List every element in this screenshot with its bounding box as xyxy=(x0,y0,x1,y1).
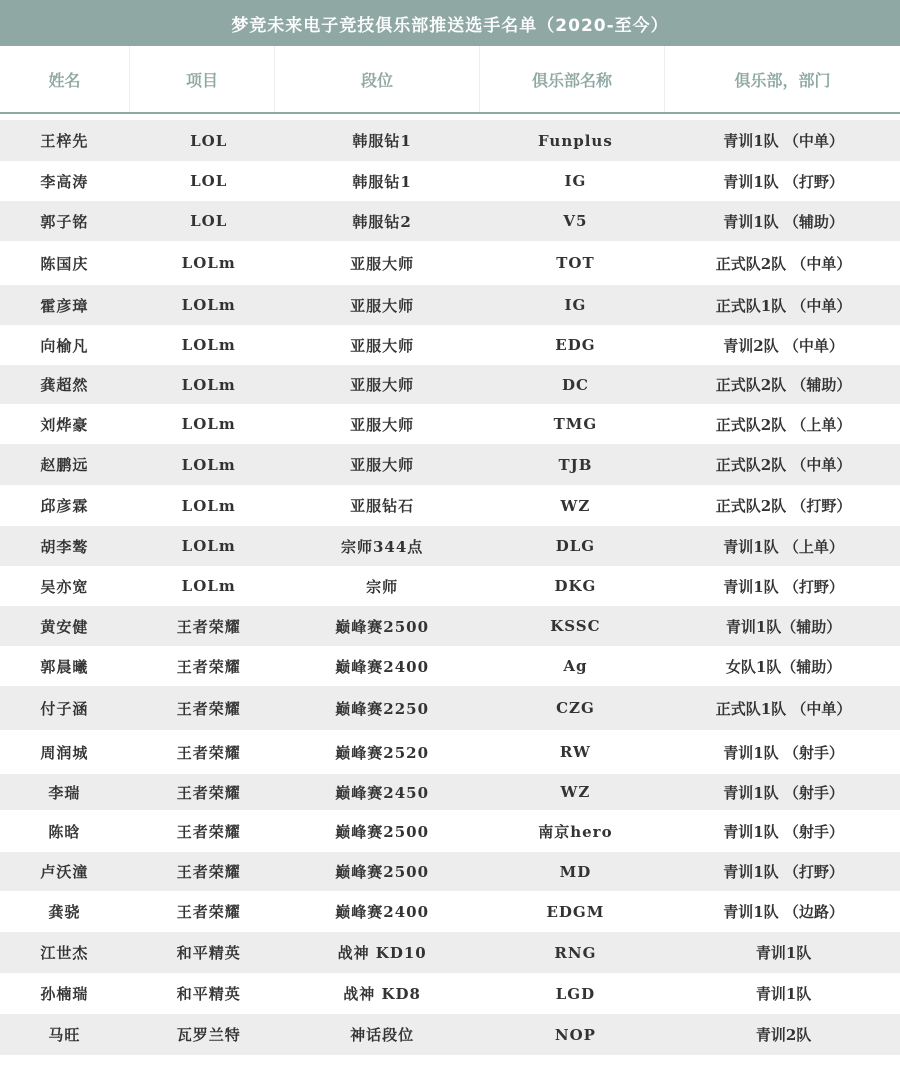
cell-club: IG xyxy=(564,296,587,314)
table-row xyxy=(0,1014,900,1055)
cell-game: 王者荣耀 xyxy=(176,699,241,718)
cell-game: LOL xyxy=(190,131,228,150)
cell-game: 王者荣耀 xyxy=(176,863,241,881)
cell-club: TMG xyxy=(553,415,598,433)
table-header xyxy=(0,46,900,114)
cell-club: RNG xyxy=(554,943,597,962)
cell-club: LGD xyxy=(555,984,596,1003)
header-rank: 段位 xyxy=(275,46,480,112)
cell-club: DKG xyxy=(554,577,597,595)
cell-dept: 青训1队 （射手） xyxy=(723,743,844,762)
cell-rank: 巅峰赛2500 xyxy=(335,617,430,636)
cell-name: 江世杰 xyxy=(40,944,89,962)
table-row xyxy=(0,325,900,365)
cell-name: 马旺 xyxy=(48,1026,81,1044)
table-row xyxy=(0,891,900,932)
cell-name: 赵鹏远 xyxy=(40,456,89,474)
cell-dept: 青训1队 （中单） xyxy=(723,132,844,150)
table-body xyxy=(0,120,900,1065)
cell-dept: 青训1队 （打野） xyxy=(723,577,844,596)
header-dept: 俱乐部，部门 xyxy=(734,70,831,90)
cell-club: V5 xyxy=(563,212,588,230)
cell-game: LOLm xyxy=(181,496,236,515)
cell-dept: 正式队2队 （中单） xyxy=(715,254,852,273)
table-row xyxy=(0,973,900,1014)
cell-dept: 青训1队 （上单） xyxy=(723,537,844,556)
cell-name: 龚超然 xyxy=(40,376,89,394)
cell-name: 郭晨曦 xyxy=(40,657,89,676)
cell-rank: 亚服大师 xyxy=(350,254,415,273)
cell-dept: 青训1队 （打野） xyxy=(723,172,844,191)
cell-game: 和平精英 xyxy=(176,944,241,962)
cell-rank: 巅峰赛2250 xyxy=(335,699,430,718)
cell-name: 龚骁 xyxy=(48,903,81,921)
table-row xyxy=(0,444,900,485)
cell-rank: 亚服大师 xyxy=(350,296,415,315)
table-row xyxy=(0,161,900,201)
cell-club: WZ xyxy=(560,496,591,515)
cell-game: 王者荣耀 xyxy=(176,617,241,636)
cell-game: LOL xyxy=(190,212,228,230)
cell-rank: 宗师344点 xyxy=(340,537,424,556)
cell-game: LOLm xyxy=(181,296,236,314)
cell-game: 王者荣耀 xyxy=(176,657,241,676)
table-row xyxy=(0,566,900,606)
cell-game: 和平精英 xyxy=(176,985,241,1003)
cell-rank: 亚服大师 xyxy=(350,456,415,474)
header-name: 姓名 xyxy=(0,46,130,112)
cell-rank: 巅峰赛2400 xyxy=(335,903,430,921)
cell-game: LOLm xyxy=(181,375,236,394)
cell-game: LOLm xyxy=(181,577,236,595)
table-row xyxy=(0,201,900,241)
cell-rank: 巅峰赛2500 xyxy=(335,822,430,841)
table-row xyxy=(0,285,900,325)
table-row xyxy=(0,774,900,810)
cell-game: LOLm xyxy=(181,415,236,433)
cell-dept: 青训1队 （辅助） xyxy=(723,212,844,231)
cell-game: 王者荣耀 xyxy=(176,822,241,841)
table-row xyxy=(0,686,900,730)
cell-rank: 韩服钻1 xyxy=(352,172,412,191)
cell-rank: 巅峰赛2400 xyxy=(335,657,430,676)
cell-name: 吴亦宽 xyxy=(40,577,89,596)
cell-dept: 青训1队 xyxy=(755,985,812,1003)
cell-name: 李高涛 xyxy=(40,172,89,191)
cell-name: 胡李骜 xyxy=(40,537,89,556)
cell-dept: 女队1队（辅助） xyxy=(725,657,842,676)
cell-club: WZ xyxy=(560,783,591,801)
cell-game: 王者荣耀 xyxy=(176,783,241,802)
cell-dept: 正式队2队 （上单） xyxy=(715,415,852,434)
cell-club: EDGM xyxy=(546,902,605,921)
table-row xyxy=(0,365,900,404)
cell-name: 孙楠瑞 xyxy=(40,985,89,1003)
cell-club: Ag xyxy=(563,657,588,675)
table-row xyxy=(0,730,900,774)
table-row xyxy=(0,606,900,646)
cell-rank: 韩服钻2 xyxy=(352,212,412,231)
cell-name: 李瑞 xyxy=(48,783,81,802)
cell-dept: 青训2队 （中单） xyxy=(723,336,844,355)
cell-rank: 宗师 xyxy=(366,577,399,596)
cell-club: TOT xyxy=(556,254,595,272)
table-row xyxy=(0,932,900,973)
cell-club: DLG xyxy=(555,537,596,555)
cell-game: 王者荣耀 xyxy=(176,743,241,762)
table-row xyxy=(0,404,900,444)
cell-dept: 青训1队 （射手） xyxy=(723,822,844,841)
cell-dept: 青训1队（辅助） xyxy=(725,617,842,636)
cell-rank: 神话段位 xyxy=(350,1026,415,1044)
cell-dept: 正式队1队 （中单） xyxy=(715,296,852,315)
cell-rank: 巅峰赛2520 xyxy=(335,743,430,762)
cell-club: DC xyxy=(561,375,589,394)
cell-club: EDG xyxy=(555,336,596,354)
cell-name: 王梓先 xyxy=(40,132,89,150)
cell-club: Funplus xyxy=(538,131,613,150)
table-row xyxy=(0,810,900,852)
cell-name: 陈国庆 xyxy=(40,254,89,273)
header-club: 俱乐部名称 xyxy=(480,46,665,112)
table-row xyxy=(0,241,900,285)
table-row xyxy=(0,485,900,526)
cell-rank: 巅峰赛2450 xyxy=(335,783,430,802)
cell-game: LOLm xyxy=(181,336,236,354)
cell-rank: 亚服钻石 xyxy=(350,497,415,515)
cell-name: 刘烨豪 xyxy=(40,415,89,434)
cell-club: MD xyxy=(559,862,592,881)
cell-rank: 亚服大师 xyxy=(350,376,415,394)
cell-club: KSSC xyxy=(550,617,601,635)
cell-dept: 青训1队 xyxy=(755,944,812,962)
cell-game: LOLm xyxy=(181,537,236,555)
cell-game: 王者荣耀 xyxy=(176,903,241,921)
cell-name: 向榆凡 xyxy=(40,336,89,355)
cell-game: LOL xyxy=(190,172,228,190)
cell-name: 霍彦璋 xyxy=(40,296,89,315)
cell-game: LOLm xyxy=(181,254,236,272)
cell-rank: 巅峰赛2500 xyxy=(335,863,430,881)
cell-dept: 青训1队 （射手） xyxy=(723,783,844,802)
cell-club: IG xyxy=(564,172,587,190)
cell-club: NOP xyxy=(554,1025,596,1044)
cell-name: 邱彦霖 xyxy=(40,497,89,515)
table-row xyxy=(0,526,900,566)
cell-club: CZG xyxy=(556,699,595,717)
cell-game: LOLm xyxy=(181,455,236,474)
cell-club: TJB xyxy=(558,455,593,474)
cell-dept: 青训2队 xyxy=(755,1026,812,1044)
cell-name: 付子涵 xyxy=(40,699,89,718)
cell-dept: 青训1队 （打野） xyxy=(723,863,844,881)
cell-dept: 正式队2队 （打野） xyxy=(715,497,852,515)
cell-name: 黄安健 xyxy=(40,617,89,636)
cell-club: RW xyxy=(559,743,591,761)
cell-rank: 韩服钻1 xyxy=(352,132,412,150)
cell-name: 周润城 xyxy=(40,743,89,762)
cell-club: 南京hero xyxy=(538,822,613,841)
header-game: 项目 xyxy=(130,46,275,112)
cell-dept: 正式队2队 （辅助） xyxy=(715,376,852,394)
cell-name: 陈晗 xyxy=(48,822,81,841)
cell-game: 瓦罗兰特 xyxy=(176,1026,241,1044)
cell-rank: 战神 KD8 xyxy=(343,985,421,1003)
cell-rank: 亚服大师 xyxy=(350,415,415,434)
table-row xyxy=(0,852,900,891)
cell-rank: 战神 KD10 xyxy=(337,944,427,962)
table-row xyxy=(0,646,900,686)
cell-dept: 正式队1队 （中单） xyxy=(715,699,852,718)
cell-name: 郭子铭 xyxy=(40,212,89,231)
table-row xyxy=(0,120,900,161)
cell-rank: 亚服大师 xyxy=(350,336,415,355)
page-title: 梦竞未来电子竞技俱乐部推送选手名单（2020-至今） xyxy=(0,0,900,46)
cell-dept: 正式队2队 （中单） xyxy=(715,456,852,474)
cell-dept: 青训1队 （边路） xyxy=(723,903,844,921)
cell-name: 卢沃潼 xyxy=(40,863,89,881)
